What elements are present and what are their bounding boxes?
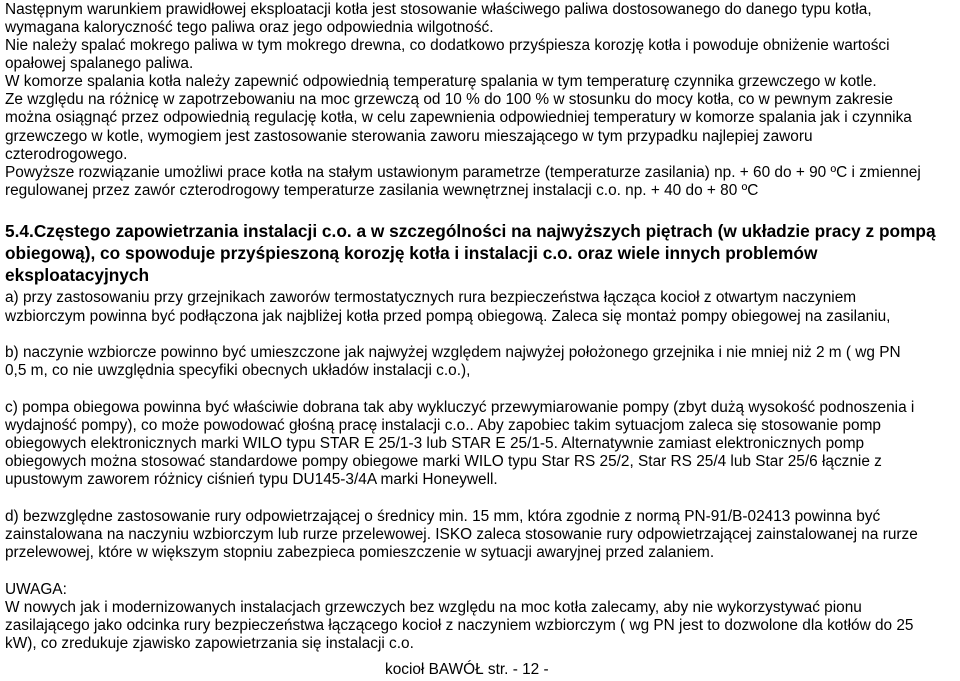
page-footer: kocioł BAWÓŁ str. - 12 - [385, 661, 549, 678]
text-line: b) naczynie wzbiorcze powinno być umieszczone jak najwyżej względem najwyżej położonego grzejnika i nie mniej niż 2 m ( wg PN [5, 344, 901, 361]
text-line: Ze względu na różnicę w zapotrzebowaniu na moc grzewczą od 10 % do 100 % w stosunku do mocy kotła, co w pewnym zakresie [5, 91, 893, 108]
text-line: regulowanej przez zawór czterodrogowy temperaturze zasilania wewnętrznej instalacji c.o. np. + 40 do + 80 ºC [5, 182, 759, 199]
text-line: wymagana kaloryczność tego paliwa oraz jego odpowiednia wilgotność. [5, 19, 494, 36]
document-page [5, 0, 955, 681]
text-line: W nowych jak i modernizowanych instalacjach grzewczych bez względu na moc kotła zalecamy, aby nie wykorzystywać pionu [5, 599, 862, 616]
text-line: można osiągnąć przez odpowiednią regulację kotła, w celu zapewnienia odpowiedniej temperatury w komorze spalania jak i czynnika [5, 109, 912, 126]
text-line: upustowym zaworem różnicy ciśnień typu DU145-3/4A marki Honeywell. [5, 471, 498, 488]
text-line: zasilającego jako odcinka rury bezpieczeństwa łączącego kocioł z naczyniem wzbiorczym ( wg PN jest to dozwolone dla kotłów do 25 [5, 617, 914, 634]
text-line: d) bezwzględne zastosowanie rury odpowietrzającej o średnicy min. 15 mm, która zgodnie z normą PN-91/B-02413 powinna być [5, 508, 881, 525]
uwaga-label: UWAGA: [5, 581, 67, 598]
section-heading: eksploatacyjnych [5, 265, 150, 285]
text-line: przelewowej, które w większym stopniu zabezpieca pomieszczenie w sytuacji awaryjnej przed zalaniem. [5, 544, 715, 561]
text-line: obiegowych można stosować standardowe pompy obiegowe marki WILO typu Star RS 25/2, Star RS 25/4 lub Star 25/6 łącznie z [5, 453, 882, 470]
text-line: Powyższe rozwiązanie umożliwi prace kotła na stałym ustawionym parametrze (temperaturze zasilania) np. + 60 do + 90 ºC i zmiennej [5, 164, 921, 181]
text-line: kW), co zredukuje zjawisko zapowietrzania się instalacji c.o. [5, 635, 414, 652]
section-heading: obiegową), co spowoduje przyśpieszoną korozję kotła i instalacji c.o. oraz wiele innych problemów [5, 243, 818, 263]
text-line: Następnym warunkiem prawidłowej eksploatacji kotła jest stosowanie właściwego paliwa dostosowanego do danego typu kotła, [5, 1, 872, 18]
text-line: wzbiorczym powinna być podłączona jak najbliżej kotła przed pompą obiegową. Zaleca się montaż pompy obiegowej na zasilaniu, [5, 308, 891, 325]
text-line: W komorze spalania kotła należy zapewnić odpowiednią temperaturę spalania w tym temperaturę czynnika grzewczego w kotle. [5, 73, 877, 90]
text-line: 0,5 m, co nie uwzględnia specyfiki obecnych układów instalacji c.o.), [5, 362, 471, 379]
text-line: opałowej spalanego paliwa. [5, 55, 194, 72]
text-line: obiegowych elektronicznych marki WILO typu STAR E 25/1-3 lub STAR E 25/1-5. Alternatywnie zamiast elektronicznych pomp [5, 435, 865, 452]
text-line: grzewczego w kotle, wymogiem jest zastosowanie sterowania zaworu mieszającego w tym przypadku najlepiej zaworu [5, 128, 813, 145]
text-line: zainstalowana na naczyniu wzbiorczym lub rurze przelewowej. ISKO zaleca stosowanie rury odpowietrzającej zainstalowanej na rurze [5, 526, 918, 543]
section-heading: 5.4.Częstego zapowietrzania instalacji c.o. a w szczególności na najwyższych piętrach (w układzie pracy z pompą [5, 221, 936, 241]
text-line: wydajność pompy), co może powodować głośną pracę instalacji c.o.. Aby zapobiec takim sytuacjom zaleca się stosowanie pomp [5, 417, 881, 434]
text-line: c) pompa obiegowa powinna być właściwie dobrana tak aby wykluczyć przewymiarowanie pompy (zbyt dużą wysokość podnoszenia i [5, 399, 915, 416]
text-line: a) przy zastosowaniu przy grzejnikach zaworów termostatycznych rura bezpieczeństwa łącząca kocioł z otwartym naczyniem [5, 289, 857, 306]
text-line: czterodrogowego. [5, 146, 128, 163]
text-line: Nie należy spalać mokrego paliwa w tym mokrego drewna, co dodatkowo przyśpiesza korozję kotła i powoduje obniżenie wartości [5, 37, 890, 54]
